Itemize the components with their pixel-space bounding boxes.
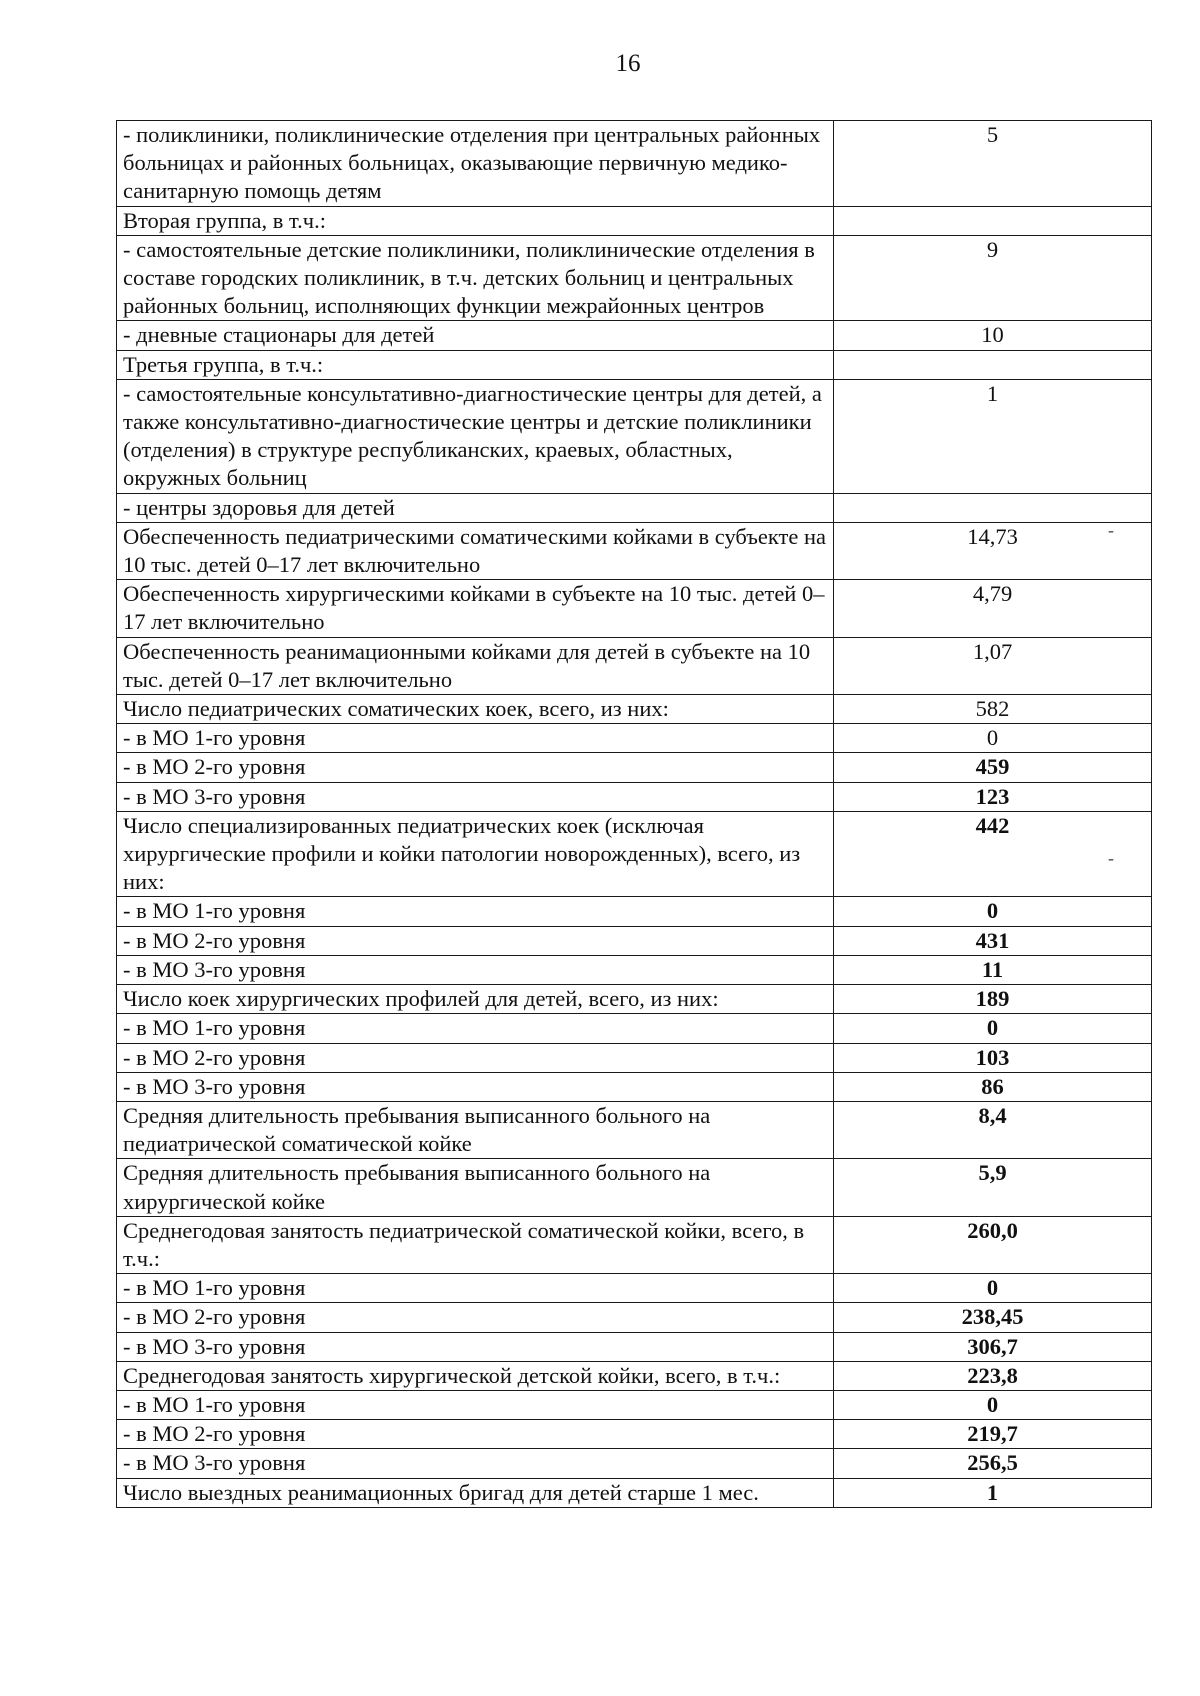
row-value: 582 [834, 695, 1152, 724]
table-row [117, 1043, 1152, 1072]
row-label: - в МО 2-го уровня [117, 1303, 834, 1332]
table-row [117, 926, 1152, 955]
table-row [117, 1478, 1152, 1507]
table-row [117, 897, 1152, 926]
table-row [117, 782, 1152, 811]
row-value: 1,07 [834, 637, 1152, 694]
row-value: 260,0 [834, 1216, 1152, 1273]
row-label: - в МО 2-го уровня [117, 753, 834, 782]
row-label: - в МО 1-го уровня [117, 897, 834, 926]
row-value: 0 [834, 1014, 1152, 1043]
table-row [117, 985, 1152, 1014]
table-row [117, 206, 1152, 235]
row-label: - в МО 2-го уровня [117, 1043, 834, 1072]
row-value [834, 493, 1152, 522]
table-row [117, 1159, 1152, 1216]
table-row [117, 235, 1152, 321]
row-value: 0 [834, 1274, 1152, 1303]
row-label: - дневные стационары для детей [117, 321, 834, 350]
table-row [117, 1014, 1152, 1043]
row-value: 0 [834, 724, 1152, 753]
table-row [117, 724, 1152, 753]
row-label: - в МО 1-го уровня [117, 1014, 834, 1043]
row-label: - в МО 3-го уровня [117, 1072, 834, 1101]
row-value: 442 [834, 811, 1152, 897]
row-value: 219,7 [834, 1420, 1152, 1449]
row-value: 306,7 [834, 1332, 1152, 1361]
row-label: Среднегодовая занятость педиатрической соматической койки, всего, в т.ч.: [117, 1216, 834, 1273]
table-row [117, 1361, 1152, 1390]
table-row [117, 753, 1152, 782]
row-value: 10 [834, 321, 1152, 350]
table-row [117, 1101, 1152, 1158]
row-label: Обеспеченность педиатрическими соматическими койками в субъекте на 10 тыс. детей 0–17 лет включительно [117, 522, 834, 579]
row-value: 189 [834, 985, 1152, 1014]
row-value: 0 [834, 1390, 1152, 1419]
row-label: - в МО 3-го уровня [117, 782, 834, 811]
row-label: - в МО 3-го уровня [117, 955, 834, 984]
row-label: - в МО 1-го уровня [117, 724, 834, 753]
table-row [117, 1449, 1152, 1478]
row-label: - в МО 1-го уровня [117, 1390, 834, 1419]
row-value: 123 [834, 782, 1152, 811]
table-row [117, 955, 1152, 984]
row-label: Число коек хирургических профилей для детей, всего, из них: [117, 985, 834, 1014]
stray-dash-mark: - [1108, 520, 1114, 540]
row-value: 103 [834, 1043, 1152, 1072]
table-row [117, 695, 1152, 724]
row-label: Средняя длительность пребывания выписанного больного на хирургической койке [117, 1159, 834, 1216]
row-label: Средняя длительность пребывания выписанного больного на педиатрической соматической койке [117, 1101, 834, 1158]
row-value: 238,45 [834, 1303, 1152, 1332]
row-value: 1 [834, 379, 1152, 493]
table-body [117, 121, 1152, 1508]
row-label: Число педиатрических соматических коек, всего, из них: [117, 695, 834, 724]
row-label: Вторая группа, в т.ч.: [117, 206, 834, 235]
table-row [117, 1274, 1152, 1303]
row-label: Среднегодовая занятость хирургической детской койки, всего, в т.ч.: [117, 1361, 834, 1390]
table-row [117, 379, 1152, 493]
row-value [834, 350, 1152, 379]
row-value: 1 [834, 1478, 1152, 1507]
table-row [117, 493, 1152, 522]
row-value: 0 [834, 897, 1152, 926]
row-value: 5 [834, 121, 1152, 207]
stray-dash-mark: - [1108, 848, 1114, 868]
row-value: 86 [834, 1072, 1152, 1101]
row-label: - самостоятельные консультативно-диагностические центры для детей, а также консультативно-диагностические центры и детские поликлиники (отделения) в структуре республиканских, краевых, областных, окружных больниц [117, 379, 834, 493]
row-value: 9 [834, 235, 1152, 321]
table-row [117, 1072, 1152, 1101]
row-value: 459 [834, 753, 1152, 782]
row-label: Обеспеченность реанимационными койками для детей в субъекте на 10 тыс. детей 0–17 лет включительно [117, 637, 834, 694]
table-row [117, 1390, 1152, 1419]
row-label: - самостоятельные детские поликлиники, поликлинические отделения в составе городских поликлиник, в т.ч. детских больниц и центральных районных больниц, исполняющих функции межрайонных центров [117, 235, 834, 321]
row-label: Число специализированных педиатрических коек (исключая хирургические профили и койки патологии новорожденных), всего, из них: [117, 811, 834, 897]
row-label: - в МО 3-го уровня [117, 1449, 834, 1478]
table-row [117, 811, 1152, 897]
row-value: 431 [834, 926, 1152, 955]
table-row [117, 1332, 1152, 1361]
row-value: 8,4 [834, 1101, 1152, 1158]
table-row [117, 1420, 1152, 1449]
row-value: 14,73 [834, 522, 1152, 579]
statistics-table [116, 120, 1152, 1508]
row-value: 4,79 [834, 580, 1152, 637]
table-row [117, 522, 1152, 579]
row-label: - в МО 3-го уровня [117, 1332, 834, 1361]
row-label: - поликлиники, поликлинические отделения при центральных районных больницах и районных больницах, оказывающие первичную медико-санитарную помощь детям [117, 121, 834, 207]
row-label: - в МО 1-го уровня [117, 1274, 834, 1303]
table-row [117, 321, 1152, 350]
table-row [117, 121, 1152, 207]
row-value [834, 206, 1152, 235]
table-row [117, 580, 1152, 637]
row-value: 223,8 [834, 1361, 1152, 1390]
row-label: Третья группа, в т.ч.: [117, 350, 834, 379]
table-row [117, 637, 1152, 694]
table-row [117, 1303, 1152, 1332]
row-label: - в МО 2-го уровня [117, 1420, 834, 1449]
row-label: Обеспеченность хирургическими койками в субъекте на 10 тыс. детей 0–17 лет включительно [117, 580, 834, 637]
row-label: - центры здоровья для детей [117, 493, 834, 522]
page-number: 16 [615, 50, 641, 77]
row-value: 5,9 [834, 1159, 1152, 1216]
row-label: - в МО 2-го уровня [117, 926, 834, 955]
row-label: Число выездных реанимационных бригад для детей старше 1 мес. [117, 1478, 834, 1507]
table-row [117, 350, 1152, 379]
row-value: 11 [834, 955, 1152, 984]
row-value: 256,5 [834, 1449, 1152, 1478]
table-row [117, 1216, 1152, 1273]
